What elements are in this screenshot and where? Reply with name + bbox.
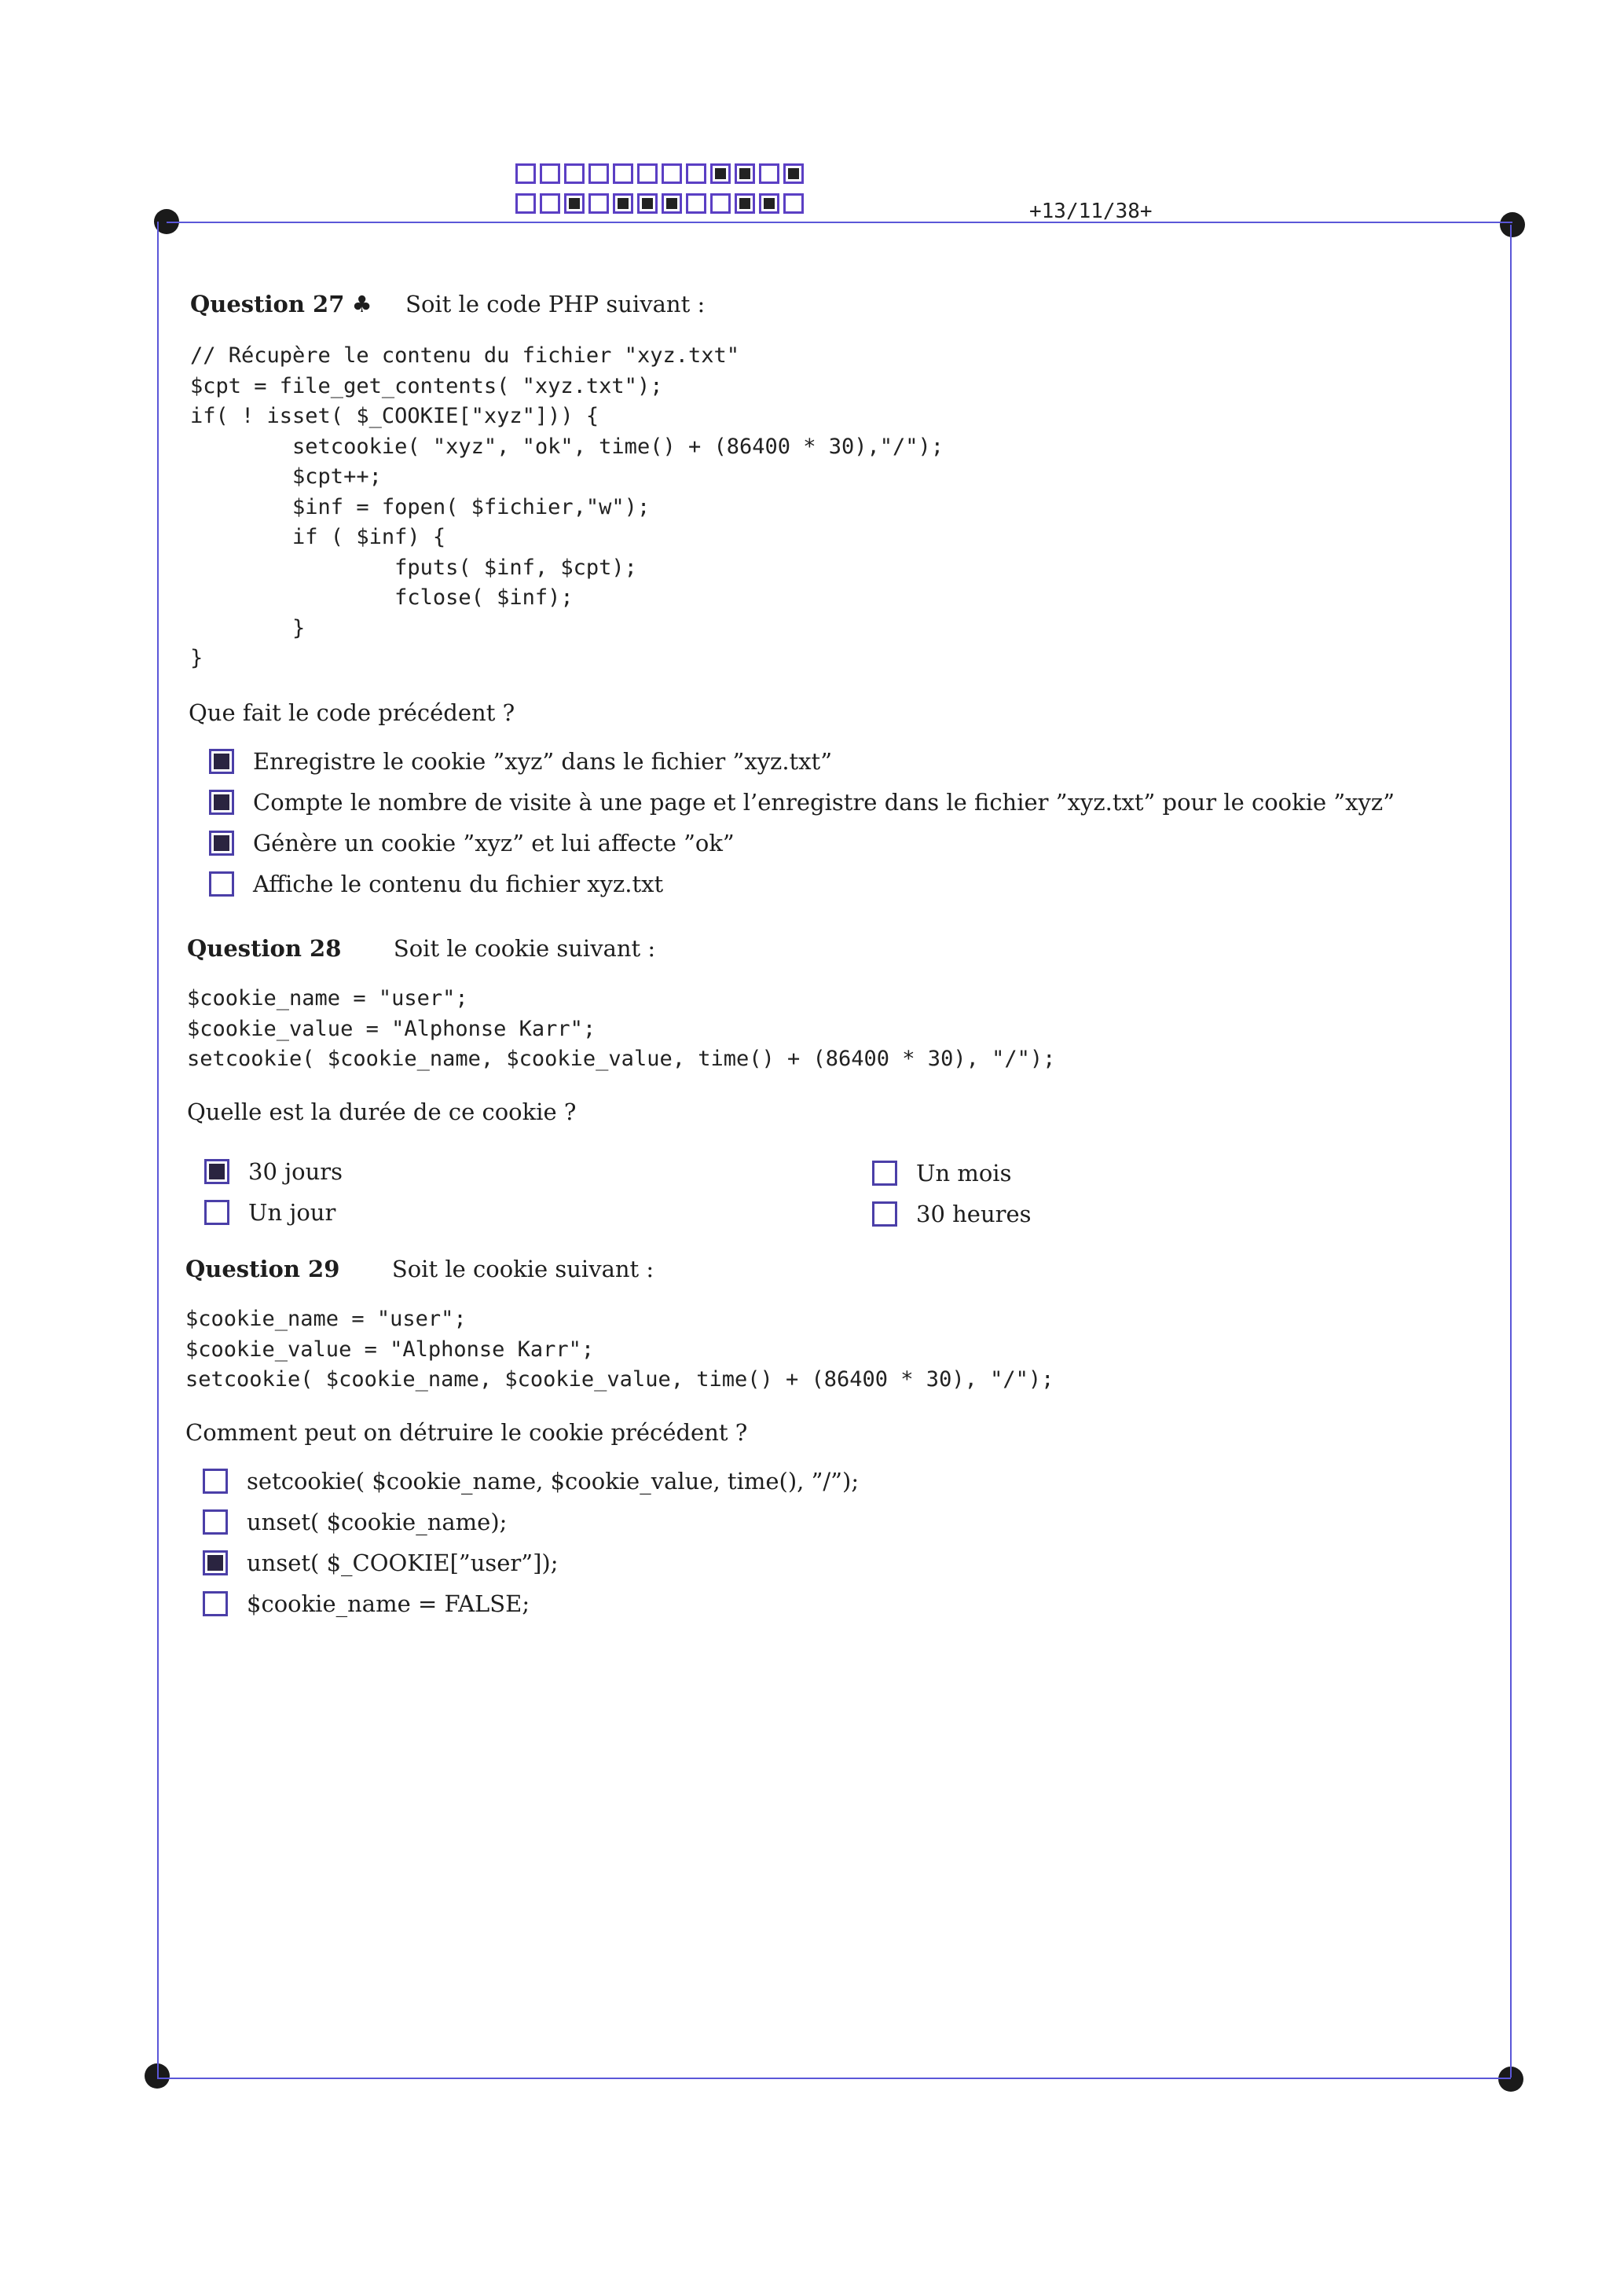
frame-top	[167, 222, 1512, 223]
q27-option-1[interactable]	[209, 748, 832, 775]
checkbox[interactable]	[203, 1509, 228, 1535]
option-label: Un mois	[916, 1160, 1012, 1187]
binary-box	[613, 193, 633, 214]
binary-box	[710, 193, 731, 214]
q28-intro: Soit le cookie suivant :	[393, 935, 656, 962]
binary-box	[686, 163, 706, 184]
q27-option-3[interactable]	[209, 830, 735, 856]
checkbox[interactable]	[209, 871, 234, 897]
q29-header	[185, 1256, 654, 1282]
q28-header	[187, 935, 655, 962]
binary-box	[515, 193, 536, 214]
option-label: Enregistre le cookie ”xyz” dans le fichier ”xyz.txt”	[253, 748, 833, 775]
binary-box	[613, 163, 633, 184]
frame-left	[157, 222, 159, 2078]
binary-box	[710, 163, 731, 184]
q29-option-4[interactable]	[203, 1590, 530, 1617]
binary-box	[783, 193, 804, 214]
checkbox[interactable]	[209, 790, 234, 815]
binary-box	[783, 163, 804, 184]
q27-option-2[interactable]	[209, 789, 1395, 816]
q28-option-1[interactable]	[204, 1158, 343, 1185]
q28-code: $cookie_name = "user"; $cookie_value = "Alphonse Karr"; setcookie( $cookie_name, $cookie_value, time() + (86400 * 30), "/");	[187, 986, 1056, 1071]
checkbox[interactable]	[872, 1161, 897, 1186]
q29-question: Comment peut on détruire le cookie précédent ?	[185, 1419, 748, 1446]
binary-box	[564, 193, 585, 214]
q29-option-3[interactable]	[203, 1550, 559, 1576]
binary-id-row-1	[515, 163, 808, 184]
checkbox[interactable]	[204, 1159, 229, 1184]
binary-box	[686, 193, 706, 214]
binary-box	[540, 193, 560, 214]
q28-question: Quelle est la durée de ce cookie ?	[187, 1098, 577, 1125]
binary-box	[564, 163, 585, 184]
binary-box	[588, 163, 609, 184]
option-label: 30 jours	[248, 1158, 343, 1185]
checkbox[interactable]	[203, 1591, 228, 1616]
q29-option-2[interactable]	[203, 1509, 507, 1535]
q27-header	[190, 291, 705, 317]
checkbox[interactable]	[203, 1550, 228, 1575]
option-label: $cookie_name = FALSE;	[247, 1590, 530, 1617]
checkbox[interactable]	[209, 831, 234, 856]
binary-box	[540, 163, 560, 184]
q27-label: Question 27	[190, 291, 345, 317]
binary-box	[637, 193, 658, 214]
q29-code: $cookie_name = "user"; $cookie_value = "Alphonse Karr"; setcookie( $cookie_name, $cookie_value, time() + (86400 * 30), "/");	[185, 1307, 1054, 1392]
option-label: 30 heures	[916, 1201, 1032, 1227]
sheet-id: +13/11/38+	[1029, 200, 1153, 223]
q29-option-1[interactable]	[203, 1468, 859, 1495]
option-label: setcookie( $cookie_name, $cookie_value, time(), ”/”);	[247, 1468, 860, 1495]
option-label: Un jour	[248, 1199, 336, 1226]
binary-box	[637, 163, 658, 184]
checkbox[interactable]	[209, 749, 234, 774]
option-label: unset( $_COOKIE[”user”]);	[247, 1550, 559, 1576]
checkbox[interactable]	[203, 1469, 228, 1494]
binary-box	[515, 163, 536, 184]
q27-intro: Soit le code PHP suivant :	[405, 291, 706, 317]
binary-box	[759, 193, 779, 214]
q28-option-2[interactable]	[204, 1199, 335, 1226]
binary-id-row-2	[515, 193, 808, 214]
q27-code: // Récupère le contenu du fichier "xyz.txt" $cpt = file_get_contents( "xyz.txt"); if( ! isset( $_COOKIE["xyz"])) { setcookie( "xyz", "ok", time() + (86400 * 30),"/"); $cpt++; $inf = fopen( $fichier,"w"); if ( $inf) { fputs( $inf, $cpt); fclose( $inf); } }	[190, 343, 944, 670]
q28-label: Question 28	[187, 935, 342, 962]
binary-box	[735, 163, 755, 184]
club-icon: ♣	[351, 291, 372, 317]
binary-box	[735, 193, 755, 214]
q27-option-4[interactable]	[209, 871, 663, 897]
q28-option-4[interactable]	[872, 1201, 1032, 1227]
option-label: Compte le nombre de visite à une page et l’enregistre dans le fichier ”xyz.txt” pour le cookie ”xyz”	[253, 789, 1395, 816]
option-label: Affiche le contenu du fichier xyz.txt	[253, 871, 664, 897]
binary-box	[662, 193, 682, 214]
option-label: Génère un cookie ”xyz” et lui affecte ”ok”	[253, 830, 735, 856]
checkbox[interactable]	[872, 1201, 897, 1227]
corner-mark-top-right	[1500, 212, 1525, 237]
q28-option-3[interactable]	[872, 1160, 1011, 1187]
q29-label: Question 29	[185, 1256, 340, 1282]
q27-question: Que fait le code précédent ?	[189, 699, 515, 726]
binary-box	[759, 163, 779, 184]
q29-intro: Soit le cookie suivant :	[391, 1256, 654, 1282]
checkbox[interactable]	[204, 1200, 229, 1225]
frame-right	[1510, 225, 1512, 2078]
binary-box	[588, 193, 609, 214]
option-label: unset( $cookie_name);	[247, 1509, 508, 1535]
frame-bottom	[157, 2078, 1511, 2079]
binary-box	[662, 163, 682, 184]
